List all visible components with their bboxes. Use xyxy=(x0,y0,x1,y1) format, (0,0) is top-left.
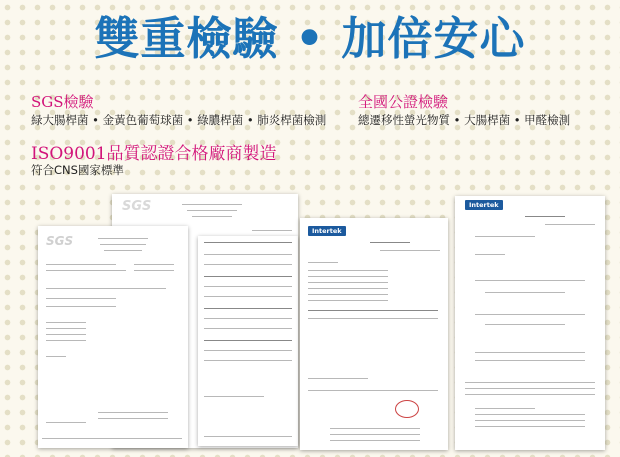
intertek-logo: Intertek xyxy=(308,226,346,236)
sgs-section-desc: 緑大腸桿菌 • 金黃色葡萄球菌 • 綠膿桿菌 • 肺炎桿菌檢測 xyxy=(31,113,327,127)
sgs-results-page xyxy=(198,236,298,446)
sgs-logo: SGS xyxy=(46,234,74,248)
intertek-report-1 xyxy=(300,218,448,450)
iso-section-title: ISO9001品質認證合格廠商製造 xyxy=(31,144,277,164)
page-title: 雙重檢驗 • 加倍安心 xyxy=(94,12,526,65)
national-section-desc: 總遷移性螢光物質 • 大腸桿菌 • 甲醛檢測 xyxy=(358,113,571,127)
inspection-stamp xyxy=(395,400,419,418)
national-section-title: 全國公證檢驗 xyxy=(358,93,449,111)
intertek-logo: Intertek xyxy=(465,200,503,210)
iso-section-desc: 符合CNS國家標準 xyxy=(31,163,124,177)
sgs-section-title: SGS檢驗 xyxy=(31,93,94,111)
sgs-logo: SGS xyxy=(122,199,152,214)
intertek-report-2 xyxy=(455,196,605,450)
sgs-report-front xyxy=(38,226,188,448)
